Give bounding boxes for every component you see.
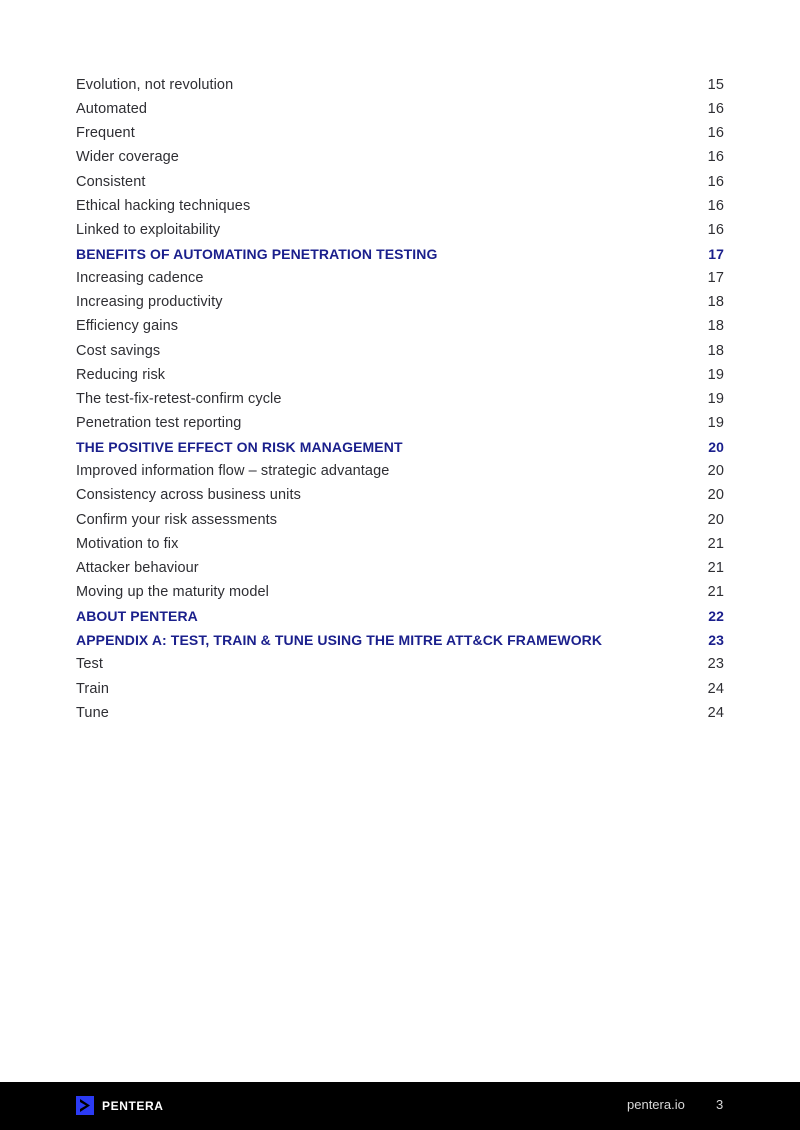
toc-entry-title: Test xyxy=(76,656,103,673)
toc-entry-page: 16 xyxy=(707,173,724,190)
toc-entry[interactable] xyxy=(76,580,724,604)
toc-entry-page: 21 xyxy=(707,583,724,600)
toc-entry-title: Increasing productivity xyxy=(76,294,223,311)
toc-entry-page: 15 xyxy=(707,77,724,93)
toc-entry[interactable] xyxy=(76,266,724,290)
toc-entry-title: Consistent xyxy=(76,173,146,190)
toc-entry-page: 16 xyxy=(707,149,724,166)
toc-entry-page: 22 xyxy=(708,608,724,625)
toc-entry[interactable] xyxy=(76,314,724,338)
toc-entry-title: Increasing cadence xyxy=(76,270,204,287)
toc-entry-title: Linked to exploitability xyxy=(76,221,221,238)
toc-entry-page: 23 xyxy=(708,632,724,649)
toc-entry-page: 17 xyxy=(708,245,724,262)
toc-entry-title: APPENDIX A: TEST, TRAIN & TUNE USING THE MITRE ATT&CK FRAMEWORK xyxy=(76,632,603,649)
toc-entry-page: 17 xyxy=(707,270,724,287)
toc-entry-title: Confirm your risk assessments xyxy=(76,511,278,528)
toc-entry[interactable] xyxy=(76,339,724,363)
toc-entry-page: 24 xyxy=(707,704,724,721)
page-footer xyxy=(0,1082,800,1130)
table-of-contents xyxy=(76,73,724,725)
toc-entry-title: Frequent xyxy=(76,125,135,142)
toc-entry-page: 18 xyxy=(707,318,724,335)
toc-entry-title: Reducing risk xyxy=(76,366,166,383)
toc-entry[interactable] xyxy=(76,97,724,121)
footer-website[interactable]: pentera.io xyxy=(627,1097,685,1112)
toc-entry-page: 20 xyxy=(707,487,724,504)
toc-entry-title: Automated xyxy=(76,101,148,118)
toc-entry[interactable] xyxy=(76,170,724,194)
toc-entry-title: Moving up the maturity model xyxy=(76,583,269,600)
toc-entry-title: Evolution, not revolution xyxy=(76,77,234,93)
toc-entry[interactable] xyxy=(76,532,724,556)
toc-entry-title: BENEFITS OF AUTOMATING PENETRATION TESTING xyxy=(76,245,438,262)
toc-entry-title: Wider coverage xyxy=(76,149,179,166)
toc-entry-title: Efficiency gains xyxy=(76,318,179,335)
toc-entry-page: 16 xyxy=(707,101,724,118)
logo-text: PENTERA xyxy=(102,1098,164,1113)
pentera-logo-icon xyxy=(76,1096,94,1115)
toc-entry-page: 20 xyxy=(708,439,724,456)
toc-section-heading[interactable] xyxy=(76,435,724,459)
toc-entry-title: Cost savings xyxy=(76,342,161,359)
toc-entry-title: Motivation to fix xyxy=(76,535,179,552)
toc-entry[interactable] xyxy=(76,218,724,242)
toc-entry[interactable] xyxy=(76,363,724,387)
toc-section-heading[interactable] xyxy=(76,242,724,266)
toc-entry-page: 16 xyxy=(707,125,724,142)
toc-entry[interactable] xyxy=(76,483,724,507)
toc-section-heading[interactable] xyxy=(76,604,724,628)
toc-entry-page: 21 xyxy=(707,535,724,552)
toc-section-heading[interactable] xyxy=(76,628,724,652)
toc-entry-page: 23 xyxy=(707,656,724,673)
toc-entry-page: 18 xyxy=(707,294,724,311)
toc-entry-title: Penetration test reporting xyxy=(76,414,242,431)
toc-entry[interactable] xyxy=(76,677,724,701)
toc-entry-title: Ethical hacking techniques xyxy=(76,197,251,214)
pentera-logo xyxy=(76,1096,164,1115)
toc-entry[interactable] xyxy=(76,73,724,97)
toc-entry-page: 20 xyxy=(707,511,724,528)
toc-entry-title: Train xyxy=(76,680,109,697)
toc-entry[interactable] xyxy=(76,459,724,483)
toc-entry-page: 21 xyxy=(707,559,724,576)
toc-entry-page: 19 xyxy=(707,366,724,383)
toc-entry-title: ABOUT PENTERA xyxy=(76,608,198,625)
toc-entry[interactable] xyxy=(76,290,724,314)
toc-entry-title: THE POSITIVE EFFECT ON RISK MANAGEMENT xyxy=(76,439,403,456)
toc-entry[interactable] xyxy=(76,556,724,580)
toc-entry-title: Consistency across business units xyxy=(76,487,301,504)
toc-entry-title: Attacker behaviour xyxy=(76,559,199,576)
toc-entry-page: 19 xyxy=(707,390,724,407)
footer-page-number: 3 xyxy=(716,1097,724,1112)
toc-entry-page: 19 xyxy=(707,414,724,431)
toc-entry[interactable] xyxy=(76,194,724,218)
toc-entry-page: 16 xyxy=(707,221,724,238)
toc-entry[interactable] xyxy=(76,652,724,676)
toc-entry[interactable] xyxy=(76,145,724,169)
toc-entry-title: Improved information flow – strategic advantage xyxy=(76,463,390,480)
toc-entry[interactable] xyxy=(76,121,724,145)
toc-entry-page: 24 xyxy=(707,680,724,697)
toc-entry-page: 20 xyxy=(707,463,724,480)
toc-entry-title: Tune xyxy=(76,704,109,721)
toc-entry[interactable] xyxy=(76,701,724,725)
toc-entry-page: 16 xyxy=(707,197,724,214)
toc-entry[interactable] xyxy=(76,387,724,411)
toc-entry[interactable] xyxy=(76,411,724,435)
toc-entry[interactable] xyxy=(76,508,724,532)
toc-entry-page: 18 xyxy=(707,342,724,359)
toc-entry-title: The test-fix-retest-confirm cycle xyxy=(76,390,282,407)
